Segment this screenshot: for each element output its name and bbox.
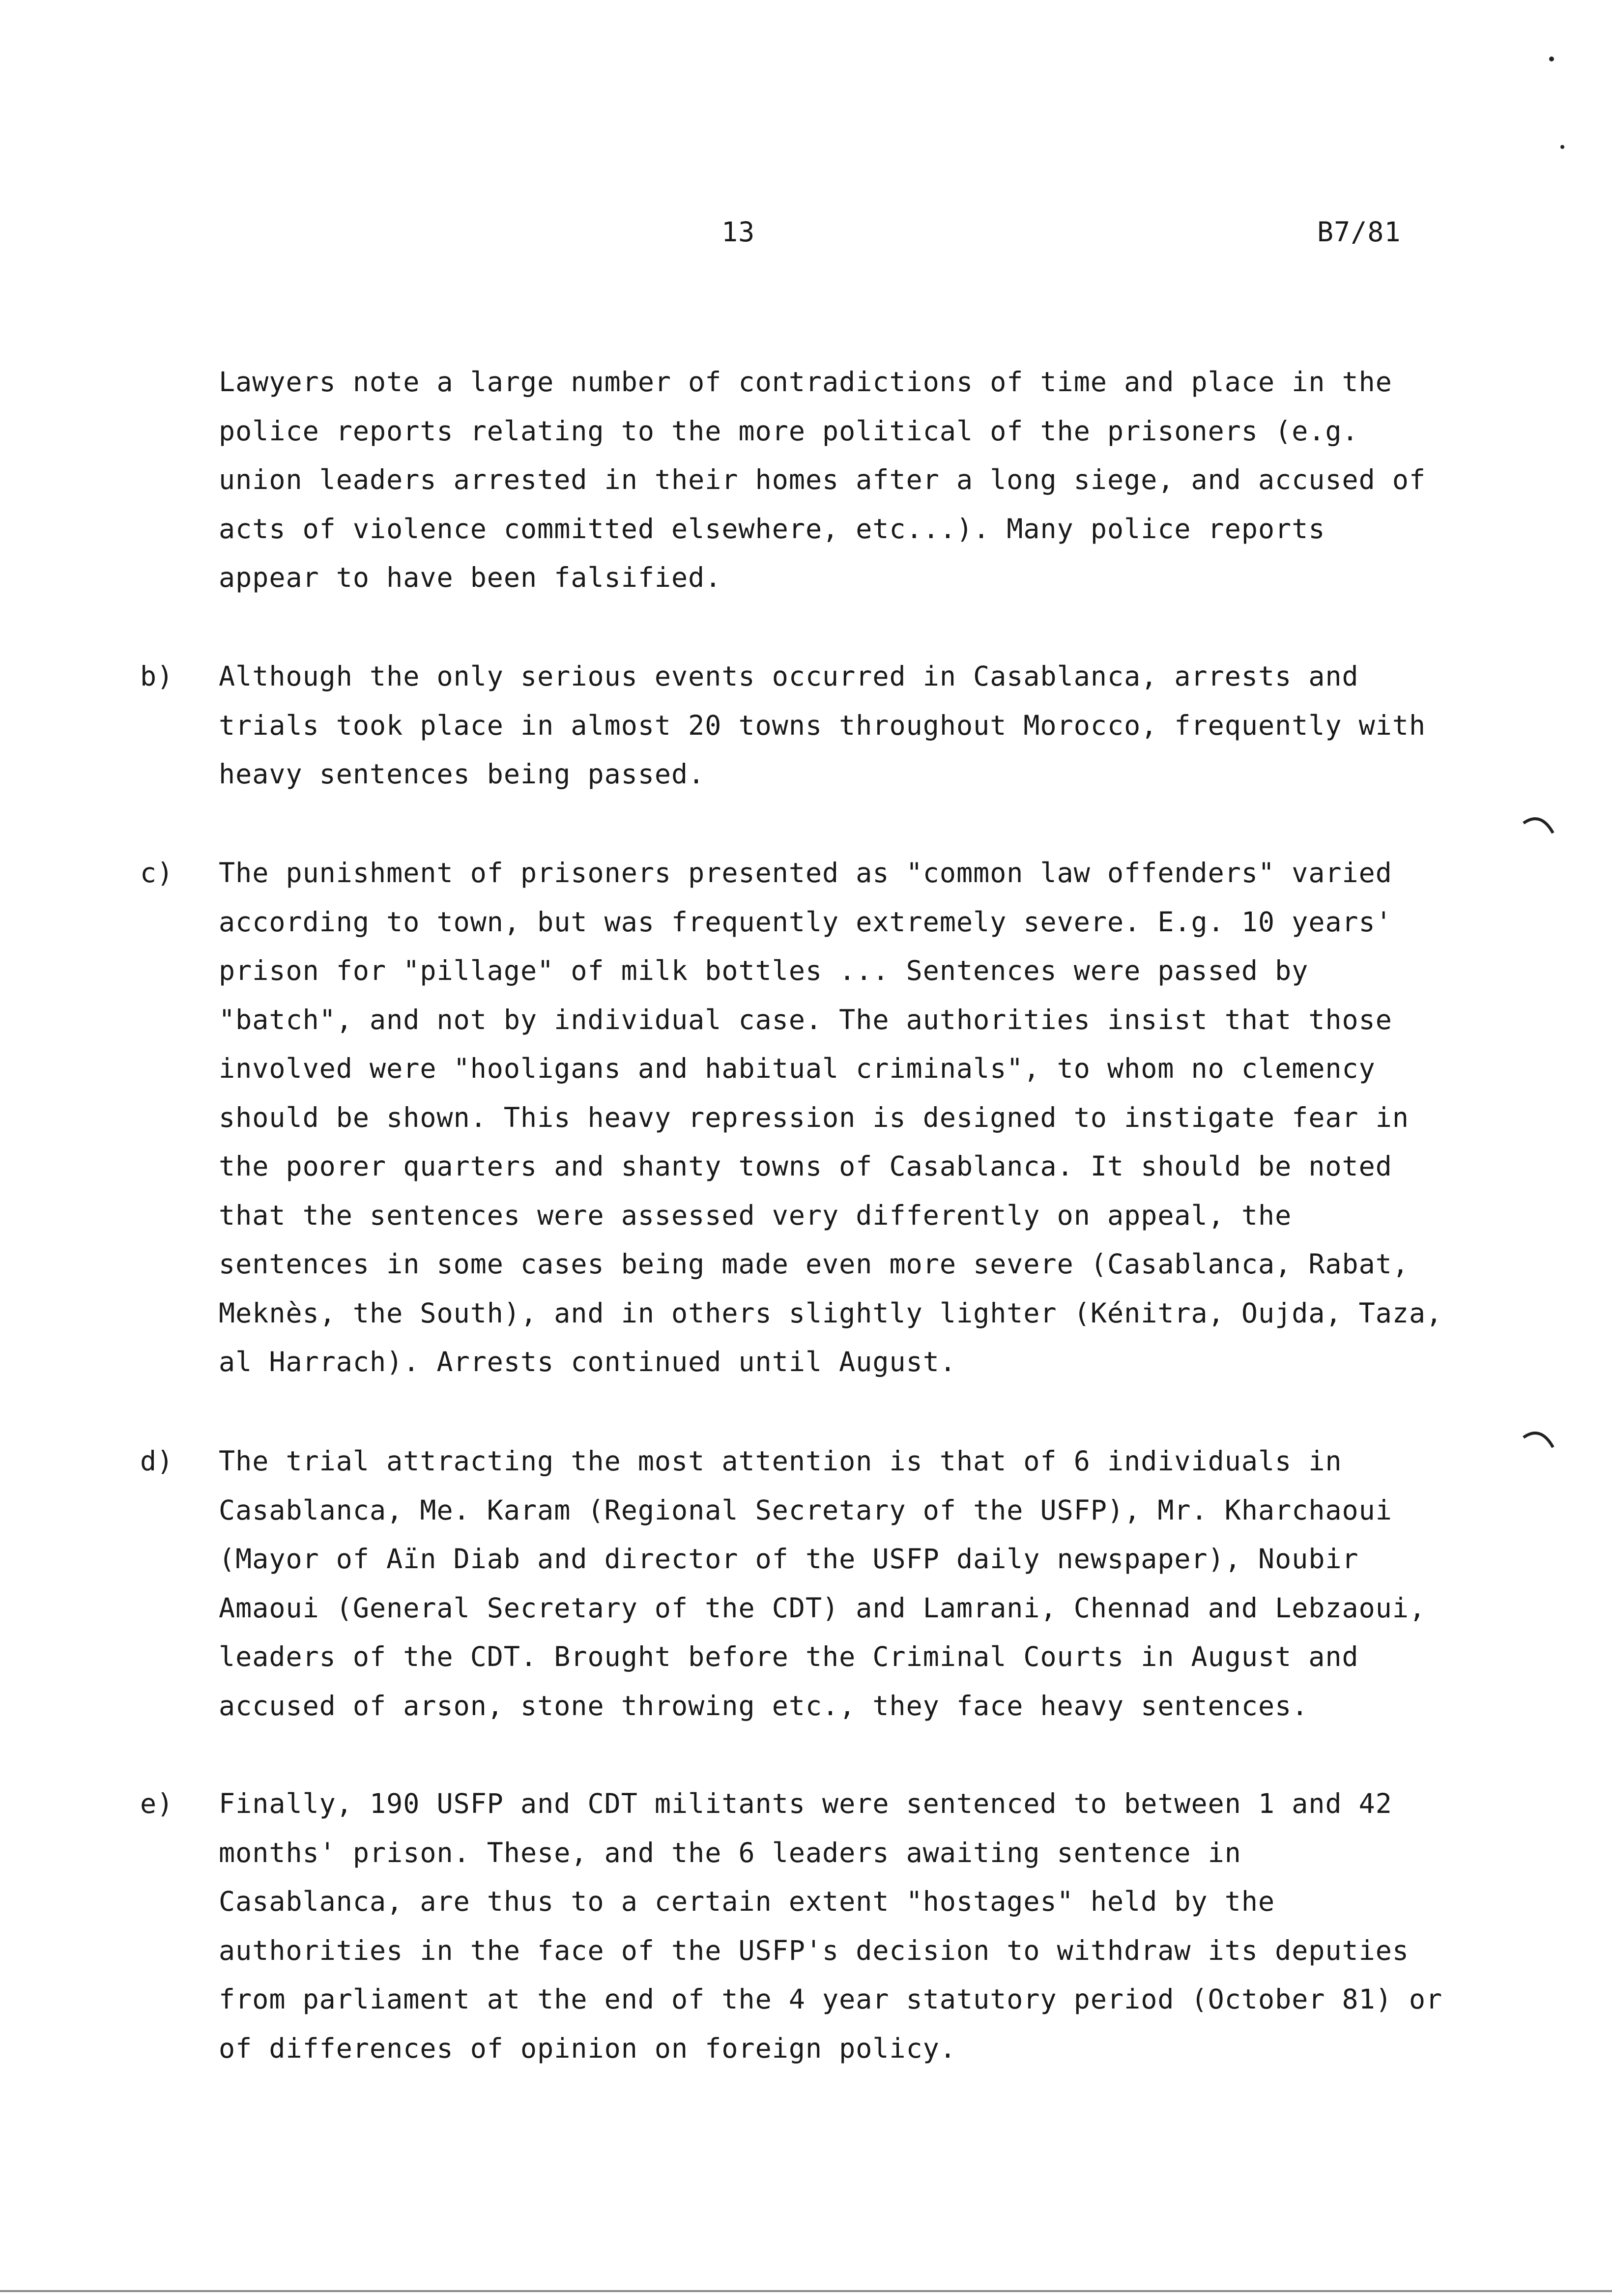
item-text-b: Although the only serious events occurred in Casablanca, arrests and trials took place in almost 20 towns throughout Morocco, frequently with heavy sentences being passed. — [219, 660, 1426, 790]
item-text-d: The trial attracting the most attention is that of 6 individuals in Casablanca, Me. Karam (Regional Secretary of the USFP), Mr. Kharchaoui (Mayor of Aïn Diab and director of the USFP daily newspaper), Noubir Amaoui (General Secretary of the CDT) and Lamrani, Chennad and Lebzaoui, leaders of the CDT. Brought before the Criminal Courts in August and accused of arson, stone throwing etc., they face heavy sentences. — [219, 1445, 1426, 1722]
item-label-d: d) — [140, 1445, 174, 1477]
document-reference: B7/81 — [1317, 216, 1401, 248]
item-text-e: Finally, 190 USFP and CDT militants were sentenced to between 1 and 42 months' prison. These, and the 6 leaders awaiting sentence in Casablanca, are thus to a certain extent "hostages" held by the authorities in the face of the USFP's decision to withdraw its deputies from parliament at the end of the 4 year statutory period (October 81) or of differences of opinion on foreign policy. — [219, 1788, 1443, 2064]
bottom-edge-line — [0, 2290, 1612, 2292]
margin-bracket-mark — [1521, 813, 1555, 838]
intro-paragraph: Lawyers note a large number of contradictions of time and place in the police reports relating to the more political of the prisoners (e.g. union leaders arrested in their homes after a long siege, and accused of acts of violence committed elsewhere, etc...). Many police reports appear to have been falsified. — [219, 366, 1426, 593]
item-label-e: e) — [140, 1788, 174, 1819]
item-label-c: c) — [140, 857, 174, 889]
item-text-c: The punishment of prisoners presented as "common law offenders" varied according to town, but was frequently extremely severe. E.g. 10 years' prison for "pillage" of milk bottles ... Sentences were passed by "batch", and not by individual case. The authorities insist that those involved were "hooligans and habitual criminals", to whom no clemency should be shown. This heavy repression is designed to instigate fear in the poorer quarters and shanty towns of Casablanca. It should be noted that the sentences were assessed very differently on appeal, the sentences in some cases being made even more severe (Casablanca, Rabat, Meknès, the South), and in others slightly lighter (Kénitra, Oujda, Taza, al Harrach). Arrests continued until August. — [219, 857, 1443, 1378]
page-number: 13 — [721, 216, 755, 248]
scan-speck — [1549, 57, 1554, 61]
margin-bracket-mark — [1521, 1428, 1555, 1452]
scan-speck — [1560, 145, 1564, 149]
item-label-b: b) — [140, 660, 174, 692]
